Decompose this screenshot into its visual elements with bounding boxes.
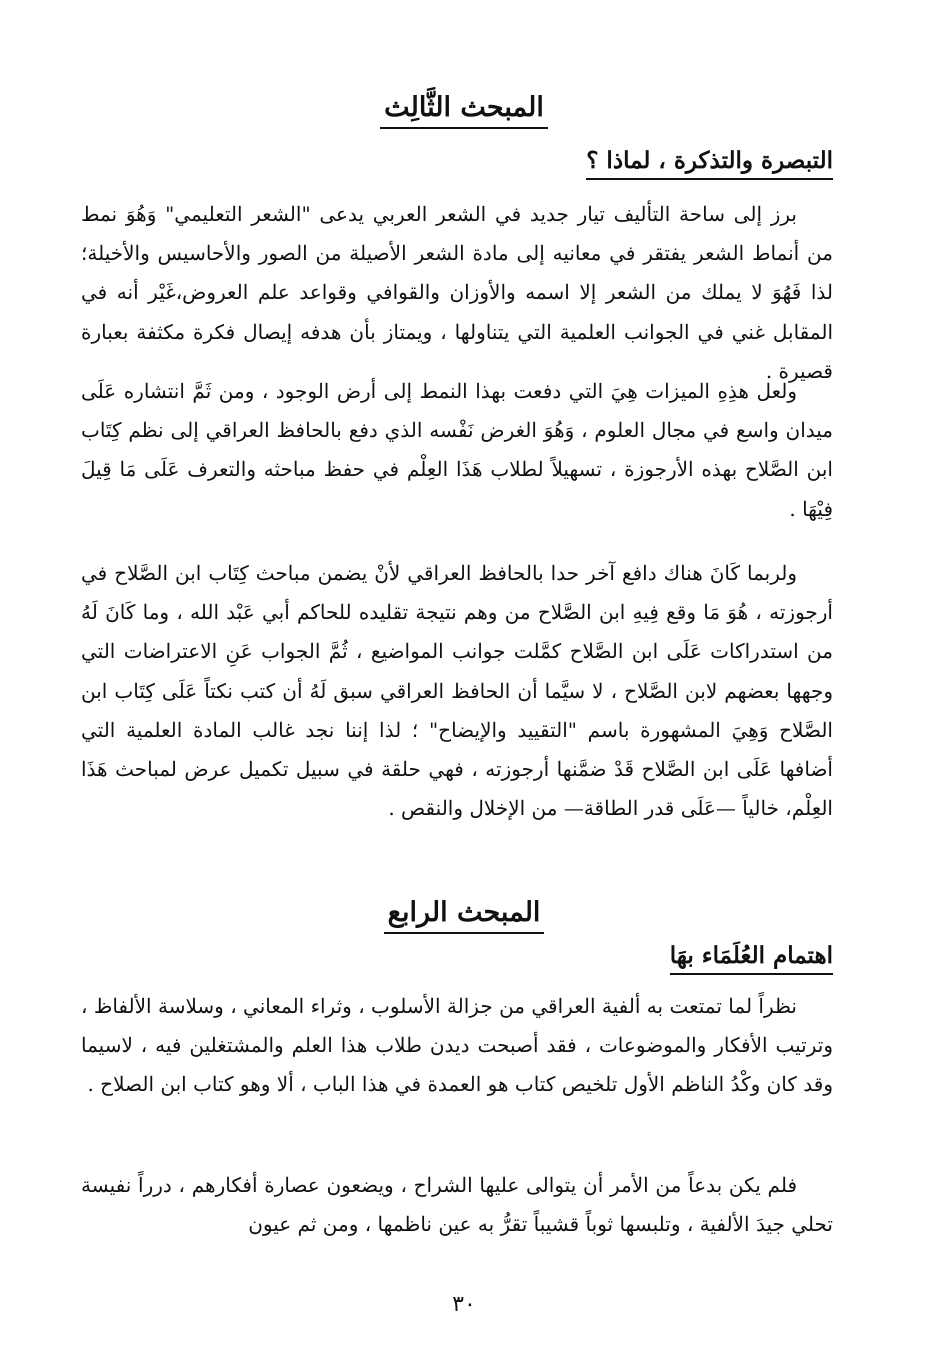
subheading-scholars-interest xyxy=(670,938,833,974)
paragraph-4-2: فلم يكن بدعاً من الأمر أن يتوالى عليها الشراح ، ويضعون عصارة أفكارهم ، درراً نفيسة تحلي جيدَ الألفية ، وتلبسها ثوباً قشيباً تقرُّ به عين ناظمها ، ومن ثم عيون xyxy=(81,1173,833,1237)
subheading-why-tabsira-text: التبصرة والتذكرة ، لماذا ؟ xyxy=(586,147,833,180)
subheading-scholars-interest-text: اهتمام العُلَمَاء بهَا xyxy=(670,942,833,975)
subheading-why-tabsira xyxy=(586,143,833,179)
page-number: ٣٠ xyxy=(452,1292,476,1317)
paragraph-3-2: ولعل هذِهِ الميزات هِيَ التي دفعت بهذا النمط إلى أرض الوجود ، ومن ثَمَّ انتشاره عَلَى ميدان واسع في مجال العلوم ، وَهُوَ الغرض نَفْسه الذي دفع بالحافظ العراقي إلى نظم كِتَاب ابن الصَّلاح بهذه الأرجوزة ، تسهيلاً لطلاب هَذَا العِلْم في حفظ مباحثه والتعرف عَلَى مَا قِيلَ فِيْهَا . xyxy=(81,379,833,521)
section-heading-4-text: المبحث الرابع xyxy=(384,897,545,934)
section-heading-3-text: المبحث الثَّالِث xyxy=(380,92,548,129)
paragraph-3-1: برز إلى ساحة التأليف تيار جديد في الشعر العربي يدعى "الشعر التعليمي" وَهُوَ نمط من أنماط الشعر يفتقر في معانيه إلى مادة الشعر الأصيلة من الصور والأحاسيس والأخيلة؛ لذا فَهُوَ لا يملك من الشعر إلا اسمه والأوزان والقوافي وقواعد علم العروض،غَيْر أنه في المقابل غني في الجوانب العلمية التي يتناولها ، ويمتاز بأن هدفه إيصال فكرة مكثفة بعبارة قصيرة . xyxy=(81,202,833,383)
paragraph-3-3: ولربما كَانَ هناك دافع آخر حدا بالحافظ العراقي لأنْ يضمن مباحث كِتَاب ابن الصَّلاح في أرجوزته ، هُوَ مَا وقع فِيهِ ابن الصَّلاح من وهم نتيجة تقليده للحاكم أبي عَبْد الله ، وما كَانَ لَهُ من استدراكات عَلَى ابن الصَّلاح كمَّلت جوانب المواضيع ، ثُمَّ الجواب عَنِ الاعتراضات التي وجهها بعضهم لابن الصَّلاح ، لا سيَّما أن الحافظ العراقي سبق لَهُ أن كتب نكتاً عَلَى كِتَاب ابن الصَّلاح وَهِيَ المشهورة باسم "التقييد والإيضاح" ؛ لذا إننا نجد غالب المادة العلمية التي أضافها عَلَى ابن الصَّلاح قَدْ ضمَّنها أرجوزته ، فهي حلقة في سبيل تكميل عرض لمباحث هَذَا العِلْم، خالياً —عَلَى قدر الطاقة— من الإخلال والنقص . xyxy=(81,561,833,821)
section-heading-4 xyxy=(0,893,928,933)
paragraph-4-1: نظراً لما تمتعت به ألفية العراقي من جزالة الأسلوب ، وثراء المعاني ، وسلاسة الألفاظ ، وترتيب الأفكار والموضوعات ، فقد أصبحت ديدن طلاب هذا العلم والمشتغلين فيه ، لاسيما وقد كان وكْدُ الناظم الأول تلخيص كتاب هو العمدة في هذا الباب ، ألا وهو كتاب ابن الصلاح . xyxy=(81,994,833,1097)
section-heading-3 xyxy=(0,88,928,128)
